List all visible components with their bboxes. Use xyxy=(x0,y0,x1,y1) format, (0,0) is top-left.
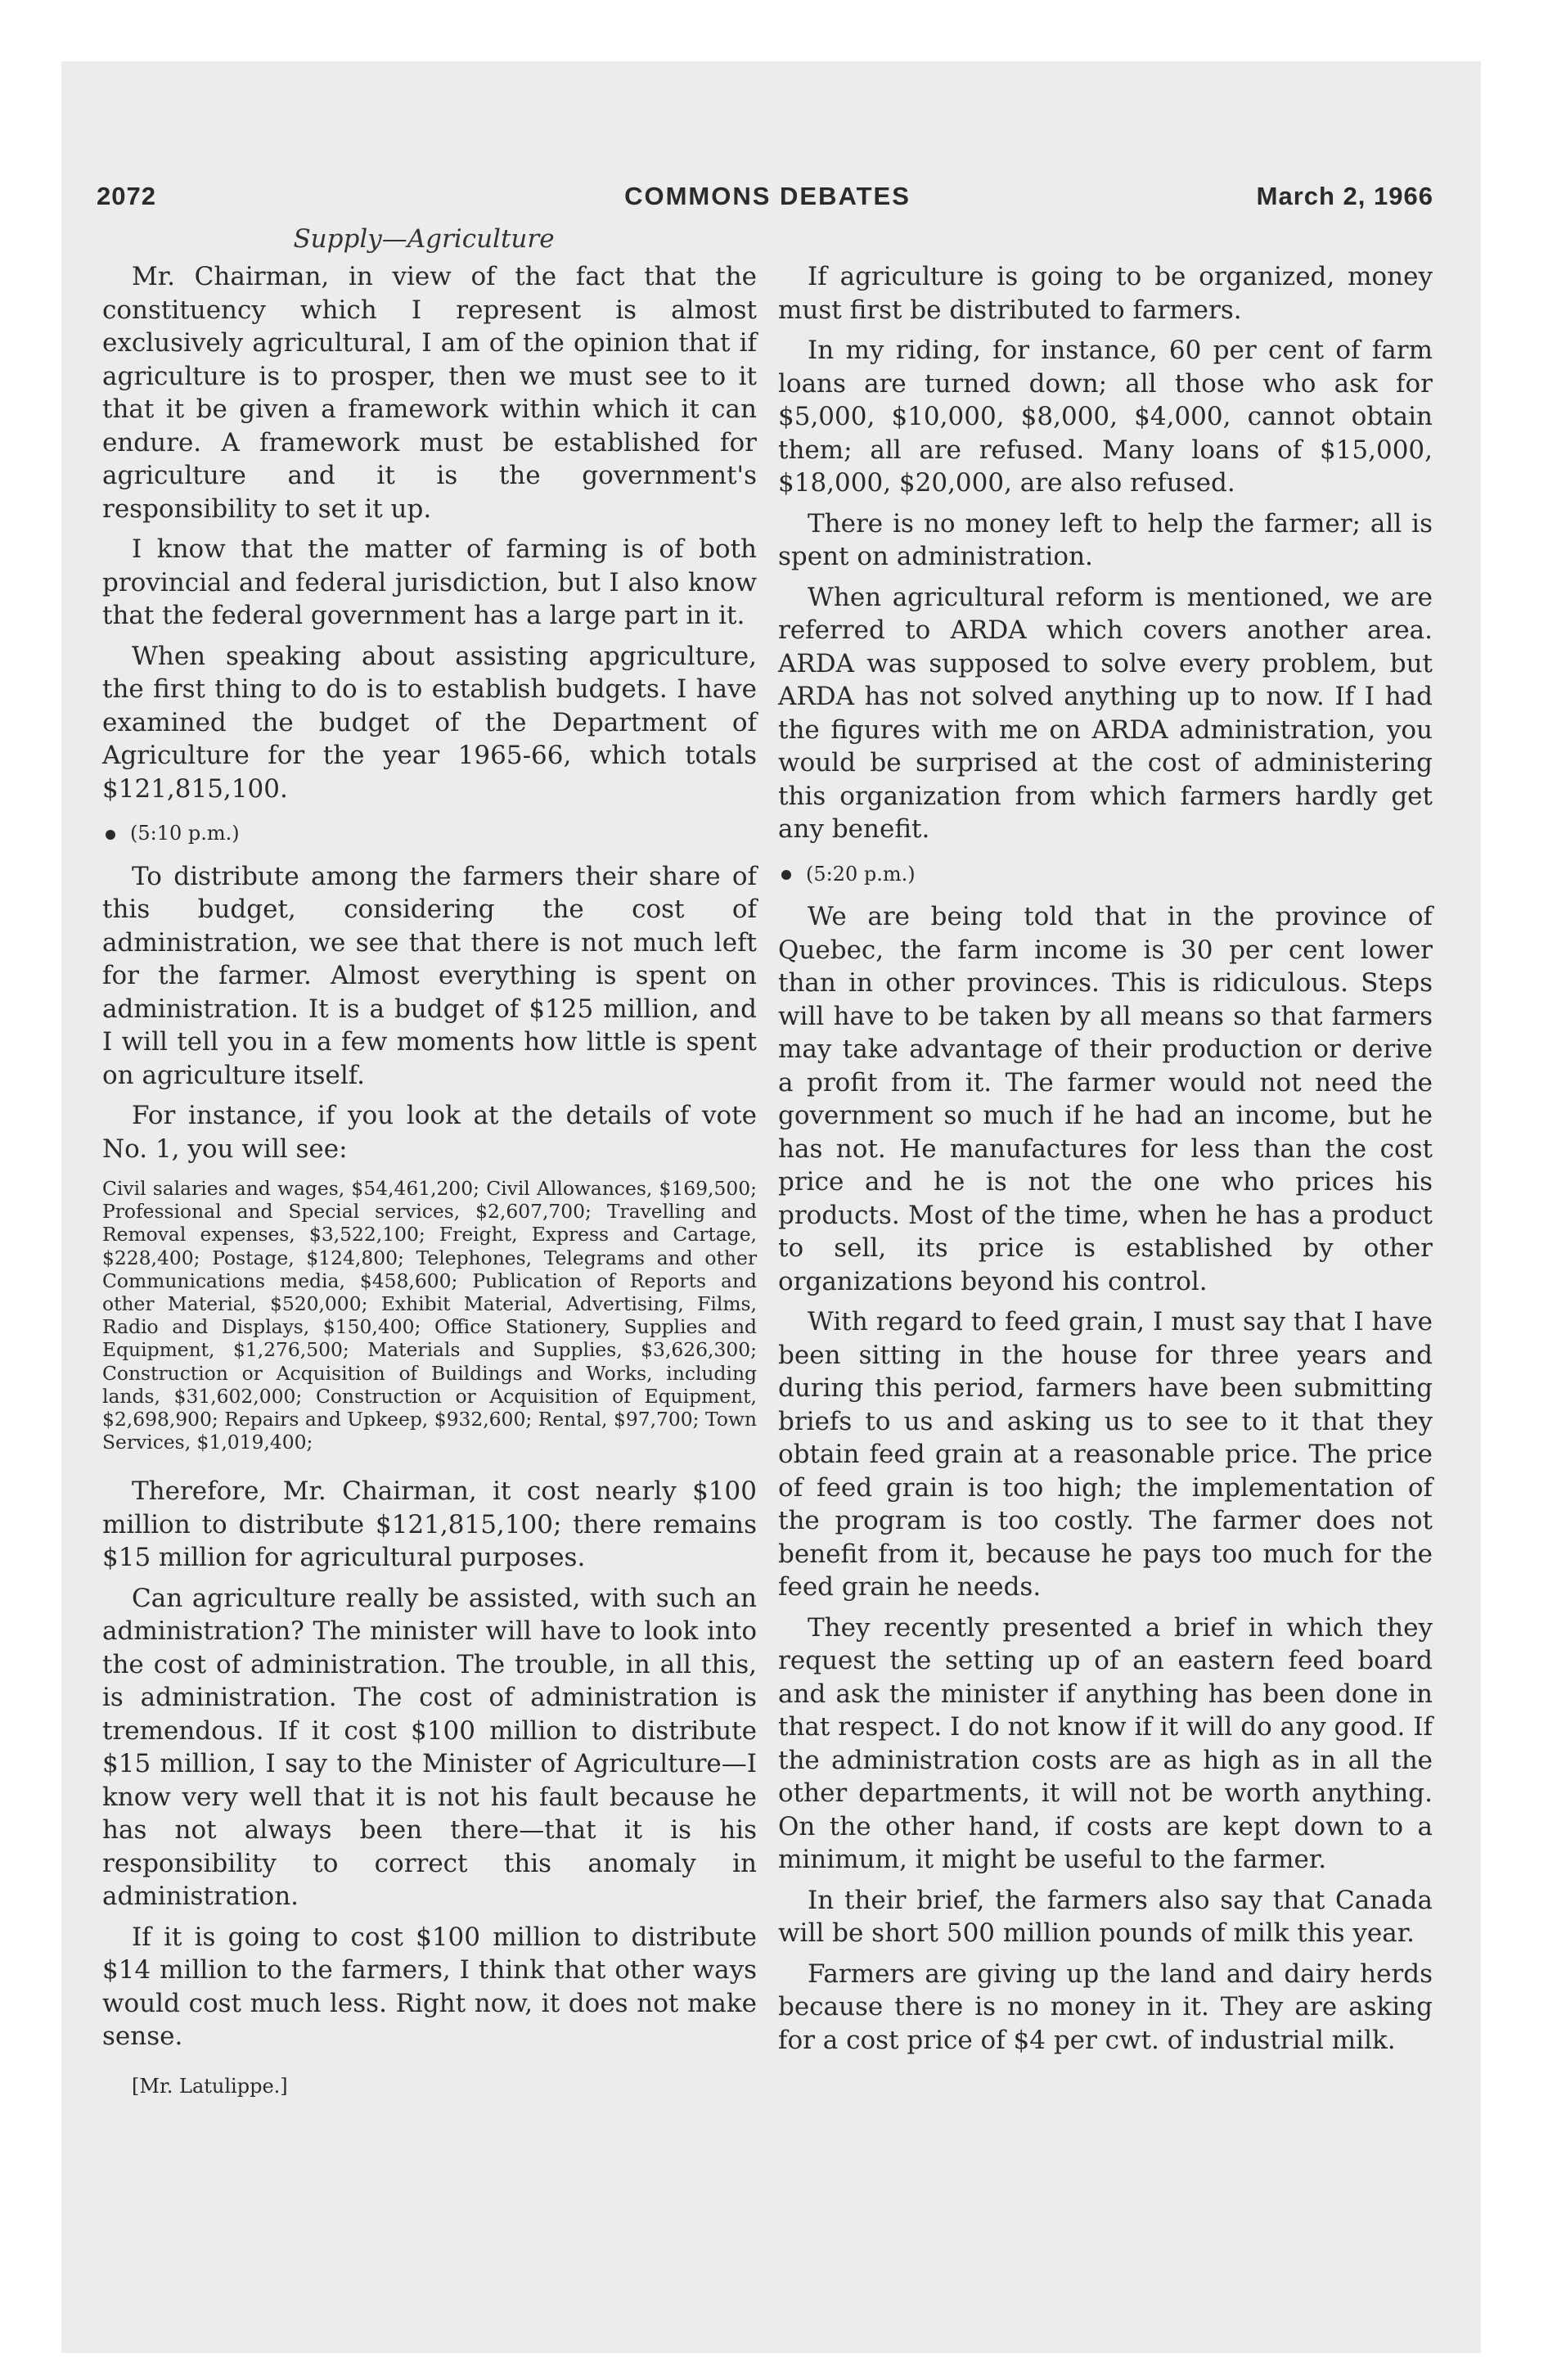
page-number: 2072 xyxy=(97,182,156,210)
paragraph: In their brief, the farmers also say that Canada will be short 500 million pounds of milk this year. xyxy=(778,1885,1433,1948)
paragraph: To distribute among the farmers their share of this budget, considering the cost of administration, we see that there is not much left for the farmer. Almost everything is spent on administration. It is a budget of $125 million, and I will tell you in a few moments how little is spent on agriculture itself. xyxy=(102,861,757,1090)
paragraph: For instance, if you look at the details of vote No. 1, you will see: xyxy=(102,1101,757,1164)
paragraph: Therefore, Mr. Chairman, it cost nearly $100 million to distribute $121,815,100; there remains $15 million for agricultural purposes. xyxy=(102,1476,757,1573)
paragraph: When speaking about assisting apgriculture, the first thing to do is to establish budgets. I have examined the budget of the Department of Agriculture for the year 1965-66, which totals $121,815,100. xyxy=(102,641,757,804)
paragraph: Mr. Chairman, in view of the fact that the constituency which I represent is almost exclusively agricultural, I am of the opinion that if agriculture is to prosper, then we must see to it that it be given a framework within which it can endure. A framework must be established for agriculture and it is the government's responsibility to set it up. xyxy=(102,262,757,524)
time-marker xyxy=(102,817,757,850)
paragraph: Can agriculture really be assisted, with such an administration? The minister will have to look into the cost of administration. The trouble, in all this, is administration. The cost of administration is tremendous. If it cost $100 million to distribute $15 million, I say to the Minister of Agriculture—I know very well that it is not his fault because he has not always been there—that it is his responsibility to correct this anomaly in administration. xyxy=(102,1583,757,1912)
time-label: (5:10 p.m.) xyxy=(130,822,240,845)
section-subtitle: Supply—Agriculture xyxy=(293,224,555,254)
page-header xyxy=(97,182,1438,223)
paragraph: In my riding, for instance, 60 per cent of farm loans are turned down; all those who ask for $5,000, $10,000, $8,000, $4,000, cannot obtain them; all are refused. Many loans of $15,000, $18,000, $20,000, are also refused. xyxy=(778,336,1433,498)
right-column xyxy=(778,260,1433,2064)
publication-date: March 2, 1966 xyxy=(1256,182,1433,210)
bullet-icon xyxy=(106,830,115,840)
paragraph: Farmers are giving up the land and dairy herds because there is no money in it. They are asking for a cost price of $4 per cwt. of industrial milk. xyxy=(778,1959,1433,2055)
bullet-icon xyxy=(781,870,791,880)
time-marker xyxy=(778,858,1433,891)
time-label: (5:20 p.m.) xyxy=(806,862,916,886)
speaker-signature: [Mr. Latulippe.] xyxy=(132,2074,288,2098)
paragraph: If agriculture is going to be organized, money must first be distributed to farmers. xyxy=(778,262,1433,325)
paragraph: They recently presented a brief in which they request the setting up of an eastern feed board and ask the minister if anything has been done in that respect. I do not know if it will do any good. If the administration costs are as high as in all the other departments, it will not be worth anything. On the other hand, if costs are kept down to a minimum, it might be useful to the farmer. xyxy=(778,1612,1433,1874)
paragraph: If it is going to cost $100 million to distribute $14 million to the farmers, I think that other ways would cost much less. Right now, it does not make sense. xyxy=(102,1922,757,2052)
expense-list: Civil salaries and wages, $54,461,200; Civil Allowances, $169,500; Professional and Special services, $2,607,700; Travelling and Removal expenses, $3,522,100; Freight, Express and Cartage, $228,400; Postage, $124,800; Telephones, Telegrams and other Communications media, $458,600; Publication of Reports and other Material, $520,000; Exhibit Material, Advertising, Films, Radio and Displays, $150,400; Office Stationery, Supplies and Equipment, $1,276,500; Materials and Supplies, $3,626,300; Construction or Acquisition of Buildings and Works, including lands, $31,602,000; Construction or Acquisition of Equipment, $2,698,900; Repairs and Upkeep, $932,600; Rental, $97,700; Town Services, $1,019,400; xyxy=(102,1177,757,1454)
left-column xyxy=(102,260,757,2110)
paragraph: We are being told that in the province of Quebec, the farm income is 30 per cent lower than in other provinces. This is ridiculous. Steps will have to be taken by all means so that farmers may take advantage of their production or derive a profit from it. The farmer would not need the government so much if he had an income, but he has not. He manufactures for less than the cost price and he is not the one who prices his products. Most of the time, when he has a product to sell, its price is established by other organizations beyond his control. xyxy=(778,902,1433,1296)
paragraph: When agricultural reform is mentioned, we are referred to ARDA which covers another area. ARDA was supposed to solve every problem, but ARDA has not solved anything up to now. If I had the figures with me on ARDA administration, you would be surprised at the cost of administering this organization from which farmers hardly get any benefit. xyxy=(778,582,1433,844)
publication-title: COMMONS DEBATES xyxy=(624,182,911,210)
paragraph: There is no money left to help the farmer; all is spent on administration. xyxy=(778,508,1433,571)
paragraph: I know that the matter of farming is of both provincial and federal jurisdiction, but I also know that the federal government has a large part in it. xyxy=(102,534,757,630)
paragraph: With regard to feed grain, I must say that I have been sitting in the house for three years and during this period, farmers have been submitting briefs to us and asking us to see to it that they obtain feed grain at a reasonable price. The price of feed grain is too high; the implementation of the program is too costly. The farmer does not benefit from it, because he pays too much for the feed grain he needs. xyxy=(778,1307,1433,1602)
